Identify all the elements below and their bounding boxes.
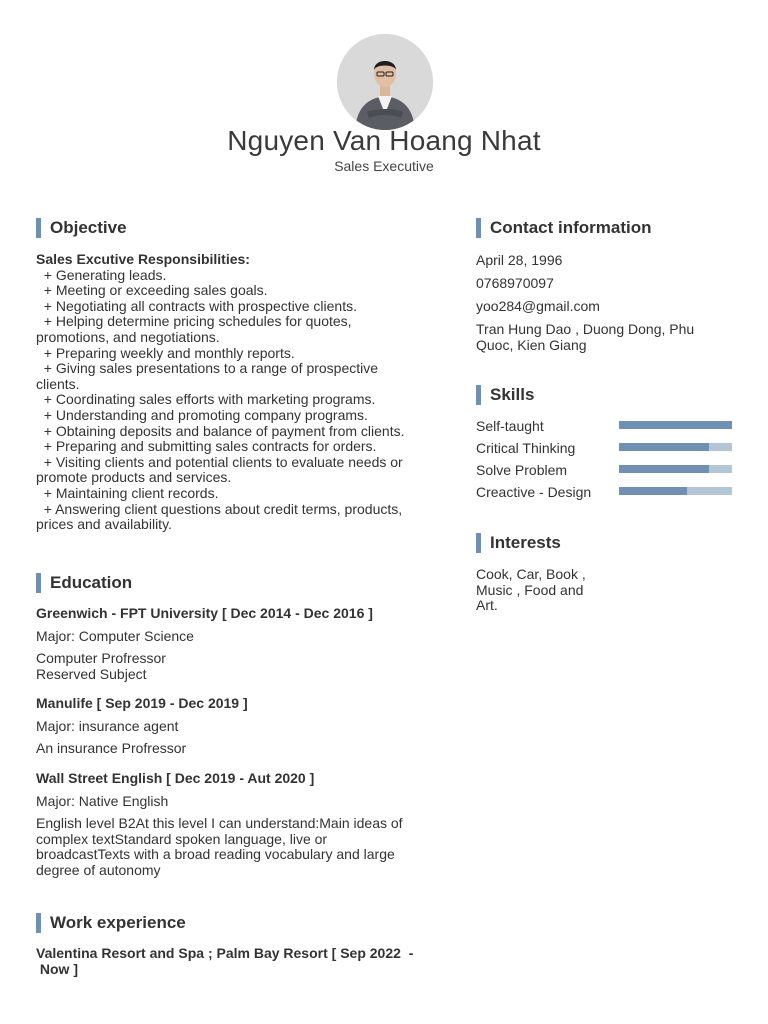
education-desc-line: English level B2At this level I can understand:Main ideas of bbox=[36, 815, 403, 832]
objective-heading: Sales Excutive Responsibilities: bbox=[36, 251, 250, 267]
objective-line: + Visiting clients and potential clients to evaluate needs or bbox=[36, 453, 403, 470]
job-title: Sales Executive bbox=[334, 158, 434, 174]
education-item bbox=[36, 771, 446, 879]
education-major: Major: Native English bbox=[36, 792, 169, 809]
interests-line: Music , Food and bbox=[476, 581, 584, 598]
skill-row bbox=[476, 440, 734, 462]
date-of-birth: April 28, 1996 bbox=[476, 252, 563, 268]
education-item bbox=[36, 696, 446, 757]
objective-line: clients. bbox=[36, 375, 80, 392]
skill-level-fill bbox=[619, 487, 687, 495]
objective-line: + Helping determine pricing schedules for quotes, bbox=[36, 313, 352, 330]
skills-list bbox=[476, 418, 734, 506]
skill-level-bar bbox=[619, 421, 732, 429]
interests-body bbox=[476, 567, 616, 614]
education-school: Greenwich - FPT University [ Dec 2014 - Dec 2016 ] bbox=[36, 605, 373, 621]
section-title-education: Education bbox=[36, 573, 132, 593]
education-desc-line: degree of autonomy bbox=[36, 861, 161, 878]
section-title-objective: Objective bbox=[36, 218, 127, 238]
education-school: Wall Street English [ Dec 2019 - Aut 2020 ] bbox=[36, 770, 315, 786]
objective-line: + Maintaining client records. bbox=[36, 484, 219, 501]
objective-line: + Preparing and submitting sales contracts for orders. bbox=[36, 438, 377, 455]
section-title-contact: Contact information bbox=[476, 218, 652, 238]
skill-name: Creactive - Design bbox=[476, 484, 592, 500]
section-title-interests: Interests bbox=[476, 533, 561, 553]
address-line: Quoc, Kien Giang bbox=[476, 337, 587, 353]
objective-line: + Preparing weekly and monthly reports. bbox=[36, 344, 295, 361]
objective-line: + Giving sales presentations to a range of prospective bbox=[36, 360, 379, 377]
objective-line: + Understanding and promoting company programs. bbox=[36, 406, 368, 423]
skill-level-fill bbox=[619, 465, 709, 473]
education-item bbox=[36, 606, 446, 682]
education-school: Manulife [ Sep 2019 - Dec 2019 ] bbox=[36, 695, 248, 711]
skill-level-fill bbox=[619, 443, 709, 451]
section-title-work-experience: Work experience bbox=[36, 913, 186, 933]
skill-name: Self-taught bbox=[476, 418, 544, 434]
skill-level-bar bbox=[619, 443, 732, 451]
phone-number: 0768970097 bbox=[476, 275, 554, 291]
skill-level-bar bbox=[619, 487, 732, 495]
skill-row bbox=[476, 462, 734, 484]
education-major: Major: Computer Science bbox=[36, 627, 194, 644]
interests-line: Cook, Car, Book , bbox=[476, 566, 586, 582]
objective-line: promote products and services. bbox=[36, 469, 232, 486]
address-line: Tran Hung Dao , Duong Dong, Phu bbox=[476, 321, 695, 337]
skill-level-bar bbox=[619, 465, 732, 473]
objective-body bbox=[36, 252, 436, 533]
person-photo-icon bbox=[337, 34, 433, 130]
objective-line: + Coordinating sales efforts with marketing programs. bbox=[36, 391, 376, 408]
education-desc-line: complex textStandard spoken language, live or bbox=[36, 830, 328, 847]
education-desc-line: An insurance Profressor bbox=[36, 740, 187, 757]
skill-row bbox=[476, 418, 734, 440]
objective-list bbox=[36, 268, 436, 533]
contact-info bbox=[476, 252, 736, 353]
work-title-line: Valentina Resort and Spa ; Palm Bay Resort [ Sep 2022 - bbox=[36, 945, 414, 961]
education-desc-line: Reserved Subject bbox=[36, 665, 147, 682]
full-name: Nguyen Van Hoang Nhat bbox=[227, 125, 541, 156]
skill-level-fill bbox=[619, 421, 732, 429]
email-address[interactable]: yoo284@gmail.com bbox=[476, 298, 600, 314]
work-item bbox=[36, 946, 456, 977]
objective-line: + Meeting or exceeding sales goals. bbox=[36, 282, 268, 299]
skill-name: Critical Thinking bbox=[476, 440, 576, 456]
profile-photo bbox=[337, 34, 433, 130]
education-desc-line: broadcastTexts with a broad reading vocabulary and large bbox=[36, 846, 395, 863]
objective-line: + Obtaining deposits and balance of payment from clients. bbox=[36, 422, 405, 439]
objective-line: + Negotiating all contracts with prospective clients. bbox=[36, 297, 357, 314]
skill-name: Solve Problem bbox=[476, 462, 568, 478]
objective-line: + Generating leads. bbox=[36, 266, 167, 283]
interests-line: Art. bbox=[476, 597, 498, 614]
objective-line: + Answering client questions about credit terms, products, bbox=[36, 500, 403, 517]
section-title-skills: Skills bbox=[476, 385, 534, 405]
education-major: Major: insurance agent bbox=[36, 717, 179, 734]
skill-row bbox=[476, 484, 734, 506]
work-title-line: Now ] bbox=[36, 960, 78, 977]
education-desc-line: Computer Profressor bbox=[36, 650, 166, 667]
objective-line: promotions, and negotiations. bbox=[36, 328, 220, 345]
objective-line: prices and availability. bbox=[36, 516, 172, 533]
